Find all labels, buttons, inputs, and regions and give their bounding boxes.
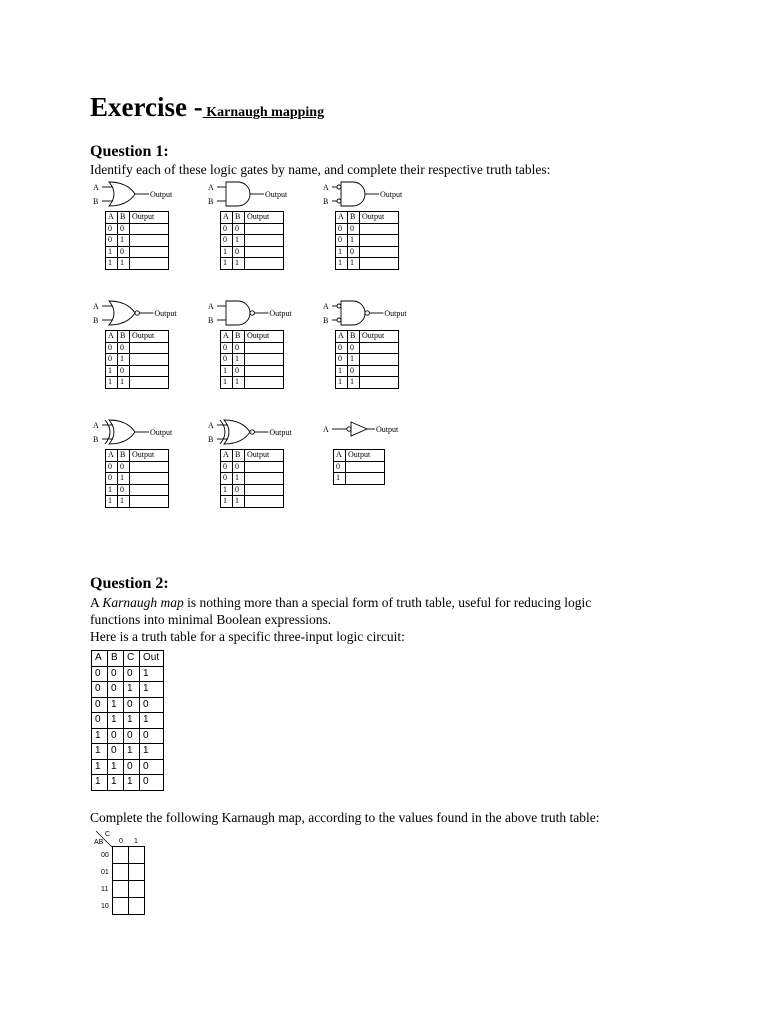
cell-b: 1 [118,354,130,366]
cell-a: 1 [106,377,118,389]
table-header-row [221,212,284,224]
table-row [106,377,169,389]
gate-input-a-label: A [93,183,99,192]
table-row [221,342,284,354]
table-row [92,759,164,775]
cell-a: 0 [221,223,233,235]
cell-b: 0 [118,246,130,258]
question-2-heading: Question 2: [90,575,169,592]
cell-out: 1 [140,744,164,760]
kmap-cell[interactable] [129,881,145,898]
kmap-cell[interactable] [113,847,129,864]
table-header-row [336,331,399,343]
line1-post: is nothing more than a special form of truth table, useful for reducing logic [183,595,592,610]
header-output: Output [130,212,169,224]
cell-b: 1 [348,235,360,247]
cell-output-blank[interactable] [245,461,284,473]
karnaugh-map-grid [112,846,145,915]
table-row [106,365,169,377]
cell-out: 0 [140,759,164,775]
kmap-corner-ab: AB [94,839,104,846]
gate-input-b-label: B [93,316,99,325]
table-row [221,235,284,247]
cell-output-blank[interactable] [130,473,169,485]
cell-b: 0 [348,365,360,377]
cell-b: 0 [108,666,124,682]
gate-input-a-label: A [93,421,99,430]
table-row [92,775,164,791]
gate-input-b-label: B [93,435,99,444]
table-header-row [106,331,169,343]
cell-b: 0 [118,461,130,473]
header-b: B [348,331,360,343]
cell-a: 0 [106,461,118,473]
cell-output-blank[interactable] [245,377,284,389]
cell-a: 0 [106,223,118,235]
header-output: Output [360,212,399,224]
xnor-gate-icon [208,418,318,446]
header-a: A [221,450,233,462]
question-1-heading: Question 1: [90,143,169,160]
cell-c: 1 [124,682,140,698]
cell-out: 0 [140,775,164,791]
kmap-cell[interactable] [113,881,129,898]
cell-b: 1 [233,235,245,247]
cell-c: 0 [124,666,140,682]
table-row [106,461,169,473]
cell-a: 1 [106,484,118,496]
cell-a: 1 [221,484,233,496]
cell-a: 1 [221,258,233,270]
cell-c: 0 [124,759,140,775]
cell-a: 0 [221,342,233,354]
header-a: A [221,331,233,343]
cell-output-blank[interactable] [360,246,399,258]
cell-b: 0 [118,342,130,354]
cell-output-blank[interactable] [360,365,399,377]
cell-b: 0 [108,682,124,698]
kmap-instruction: Complete the following Karnaugh map, according to the values found in the above truth table: [90,810,600,825]
kmap-cell[interactable] [129,898,145,915]
cell-a: 1 [336,258,348,270]
table-row [106,223,169,235]
cell-out: 1 [140,713,164,729]
cell-a: 0 [334,461,346,473]
table-row [106,496,169,508]
gate-input-a-label: A [208,302,214,311]
cell-out: 0 [140,697,164,713]
cell-a: 1 [92,728,108,744]
cell-a: 1 [334,473,346,485]
table-row [92,728,164,744]
three-input-truth-table [91,650,164,791]
cell-b: 1 [348,258,360,270]
gate-output-label: Output [384,309,407,318]
cell-output-blank[interactable] [245,342,284,354]
table-row [336,377,399,389]
cell-a: 0 [336,342,348,354]
cell-output-blank[interactable] [245,496,284,508]
title-subtitle: Karnaugh mapping [202,105,325,120]
cell-output-blank[interactable] [130,496,169,508]
table-header-row [336,212,399,224]
header-a: A [106,331,118,343]
gate-input-b-label: B [208,316,214,325]
header-output: Output [130,331,169,343]
table-row [334,473,385,485]
cell-output-blank[interactable] [130,461,169,473]
cell-b: 0 [108,744,124,760]
header-b: B [118,331,130,343]
cell-a: 0 [221,354,233,366]
gate-input-a-label: A [93,302,99,311]
table-row [221,246,284,258]
table-row [336,342,399,354]
page-title [90,92,324,123]
question-2-line-1 [90,595,591,611]
cell-a: 1 [106,246,118,258]
cell-b: 0 [233,484,245,496]
cell-a: 0 [221,235,233,247]
cell-b: 1 [233,496,245,508]
gate-output-label: Output [265,190,288,199]
table-row [221,461,284,473]
table-row [106,354,169,366]
gate-input-b-label: B [208,197,214,206]
gate-output-label: Output [380,190,403,199]
cell-output-blank[interactable] [130,377,169,389]
gate-input-b-label: B [208,435,214,444]
table-row [106,473,169,485]
cell-output-blank[interactable] [245,354,284,366]
gate-input-a-label: A [323,425,329,434]
header-a: A [106,450,118,462]
table-header-row [106,450,169,462]
cell-a: 1 [106,496,118,508]
cell-c: 1 [124,713,140,729]
cell-output-blank[interactable] [245,235,284,247]
table-row [221,354,284,366]
question-2-line-3: Here is a truth table for a specific three-input logic circuit: [90,629,405,644]
table-row [221,365,284,377]
header-out: Out [140,651,164,667]
cell-output-blank[interactable] [130,365,169,377]
truth-table [105,211,169,270]
kmap-col-1: 1 [134,838,138,845]
cell-output-blank[interactable] [130,258,169,270]
cell-a: 1 [221,496,233,508]
table-row [221,377,284,389]
cell-b: 0 [233,246,245,258]
gate-output-label: Output [269,309,292,318]
cell-output-blank[interactable] [360,354,399,366]
and-gate-icon [208,180,318,208]
table-row [336,258,399,270]
cell-output-blank[interactable] [245,473,284,485]
truth-table [105,449,169,508]
table-row [336,223,399,235]
cell-b: 0 [233,365,245,377]
cell-b: 0 [233,223,245,235]
cell-b: 1 [233,258,245,270]
and-gate-inverted-inputs-icon [323,180,433,208]
cell-a: 1 [336,377,348,389]
header-a: A [336,331,348,343]
cell-b: 0 [348,246,360,258]
truth-table [335,211,399,270]
cell-a: 0 [221,473,233,485]
header-output: Output [130,450,169,462]
cell-a: 1 [336,246,348,258]
cell-b: 0 [233,342,245,354]
table-header-row [221,450,284,462]
table-row [106,258,169,270]
cell-a: 0 [92,713,108,729]
gate-input-a-label: A [208,183,214,192]
gate-output-label: Output [150,190,173,199]
header-b: B [233,212,245,224]
cell-b: 1 [118,496,130,508]
truth-table [333,449,385,485]
header-c: C [124,651,140,667]
question-1-instruction: Identify each of these logic gates by name, and complete their respective truth tables: [90,162,551,177]
cell-b: 1 [118,377,130,389]
cell-a: 1 [106,258,118,270]
gate-input-a-label: A [208,421,214,430]
cell-a: 0 [106,235,118,247]
header-b: B [108,651,124,667]
gate-output-label: Output [376,425,399,434]
cell-b: 1 [118,258,130,270]
nand-gate-inverted-inputs-icon [323,299,433,327]
gate-input-b-label: B [93,197,99,206]
header-b: B [118,212,130,224]
cell-c: 1 [124,744,140,760]
header-output: Output [360,331,399,343]
kmap-cell[interactable] [129,864,145,881]
cell-b: 1 [118,473,130,485]
table-row [336,354,399,366]
cell-b: 0 [233,461,245,473]
truth-table [335,330,399,389]
cell-a: 1 [221,365,233,377]
cell-a: 1 [221,246,233,258]
cell-b: 0 [348,223,360,235]
cell-output-blank[interactable] [360,377,399,389]
table-row [92,666,164,682]
nand-gate-icon [208,299,318,327]
cell-output-blank[interactable] [245,223,284,235]
cell-b: 1 [348,354,360,366]
cell-a: 1 [92,775,108,791]
kmap-cell[interactable] [113,898,129,915]
table-row [334,461,385,473]
table-row [92,682,164,698]
table-header-row [92,651,164,667]
header-a: A [106,212,118,224]
kmap-cell[interactable] [129,847,145,864]
cell-b: 0 [118,484,130,496]
kmap-corner-c: C [105,831,111,838]
header-b: B [233,331,245,343]
cell-b: 1 [118,235,130,247]
cell-a: 1 [92,744,108,760]
header-a: A [221,212,233,224]
header-output: Output [346,450,385,462]
header-a: A [334,450,346,462]
cell-a: 0 [336,223,348,235]
cell-a: 0 [92,666,108,682]
gate-output-label: Output [150,428,173,437]
cell-c: 1 [124,775,140,791]
cell-output-blank[interactable] [245,246,284,258]
table-row [106,235,169,247]
table-row [106,342,169,354]
cell-out: 1 [140,682,164,698]
table-row [336,365,399,377]
cell-a: 1 [92,759,108,775]
header-b: B [233,450,245,462]
gate-input-a-label: A [323,302,329,311]
cell-out: 1 [140,666,164,682]
table-row [92,713,164,729]
table-row [221,258,284,270]
xor-gate-icon [93,418,203,446]
cell-a: 1 [336,365,348,377]
cell-output-blank[interactable] [360,342,399,354]
cell-out: 0 [140,728,164,744]
cell-b: 1 [108,775,124,791]
header-output: Output [245,212,284,224]
cell-output-blank[interactable] [130,235,169,247]
cell-output-blank[interactable] [346,473,385,485]
cell-a: 0 [92,697,108,713]
header-a: A [336,212,348,224]
cell-output-blank[interactable] [360,235,399,247]
kmap-row-10: 10 [101,903,109,910]
kmap-row-01: 01 [101,869,109,876]
gate-output-label: Output [269,428,292,437]
cell-output-blank[interactable] [130,223,169,235]
header-a: A [92,651,108,667]
cell-output-blank[interactable] [130,246,169,258]
cell-output-blank[interactable] [130,354,169,366]
header-b: B [348,212,360,224]
nor-gate-icon [93,299,203,327]
cell-b: 1 [348,377,360,389]
truth-table [220,211,284,270]
cell-b: 1 [233,354,245,366]
kmap-cell[interactable] [113,864,129,881]
table-row [221,223,284,235]
cell-b: 0 [348,342,360,354]
cell-c: 0 [124,697,140,713]
cell-a: 1 [106,365,118,377]
cell-output-blank[interactable] [346,461,385,473]
cell-b: 1 [108,697,124,713]
line1-emphasis: Karnaugh map [102,595,184,610]
gate-input-b-label: B [323,316,329,325]
cell-b: 1 [108,759,124,775]
title-main: Exercise - [90,92,203,122]
truth-table [220,449,284,508]
gate-input-a-label: A [323,183,329,192]
cell-a: 0 [336,235,348,247]
table-row [221,473,284,485]
table-header-row [221,331,284,343]
cell-b: 0 [108,728,124,744]
cell-output-blank[interactable] [245,365,284,377]
table-row [92,697,164,713]
kmap-row-11: 11 [101,886,109,893]
cell-output-blank[interactable] [360,223,399,235]
table-row [221,484,284,496]
cell-a: 0 [92,682,108,698]
question-2-line-2: functions into minimal Boolean expressions. [90,612,332,627]
kmap-row-00: 00 [101,852,109,859]
not-gate-icon [323,418,433,446]
cell-c: 0 [124,728,140,744]
cell-b: 1 [233,473,245,485]
table-row [336,246,399,258]
table-row [92,744,164,760]
table-row [336,235,399,247]
cell-output-blank[interactable] [245,258,284,270]
gate-input-b-label: B [323,197,329,206]
table-row [106,484,169,496]
or-gate-icon [93,180,203,208]
cell-output-blank[interactable] [130,484,169,496]
cell-a: 0 [221,461,233,473]
cell-b: 0 [118,365,130,377]
cell-b: 1 [233,377,245,389]
header-output: Output [245,331,284,343]
truth-table [105,330,169,389]
cell-a: 1 [221,377,233,389]
cell-a: 0 [106,342,118,354]
gate-output-label: Output [154,309,177,318]
table-header-row [334,450,385,462]
cell-b: 1 [108,713,124,729]
truth-table [220,330,284,389]
cell-a: 0 [106,354,118,366]
table-header-row [106,212,169,224]
cell-a: 0 [106,473,118,485]
table-row [106,246,169,258]
cell-output-blank[interactable] [130,342,169,354]
header-b: B [118,450,130,462]
cell-a: 0 [336,354,348,366]
kmap-col-0: 0 [119,838,123,845]
cell-output-blank[interactable] [360,258,399,270]
cell-output-blank[interactable] [245,484,284,496]
header-output: Output [245,450,284,462]
cell-b: 0 [118,223,130,235]
line1-pre: A [90,595,103,610]
table-row [221,496,284,508]
